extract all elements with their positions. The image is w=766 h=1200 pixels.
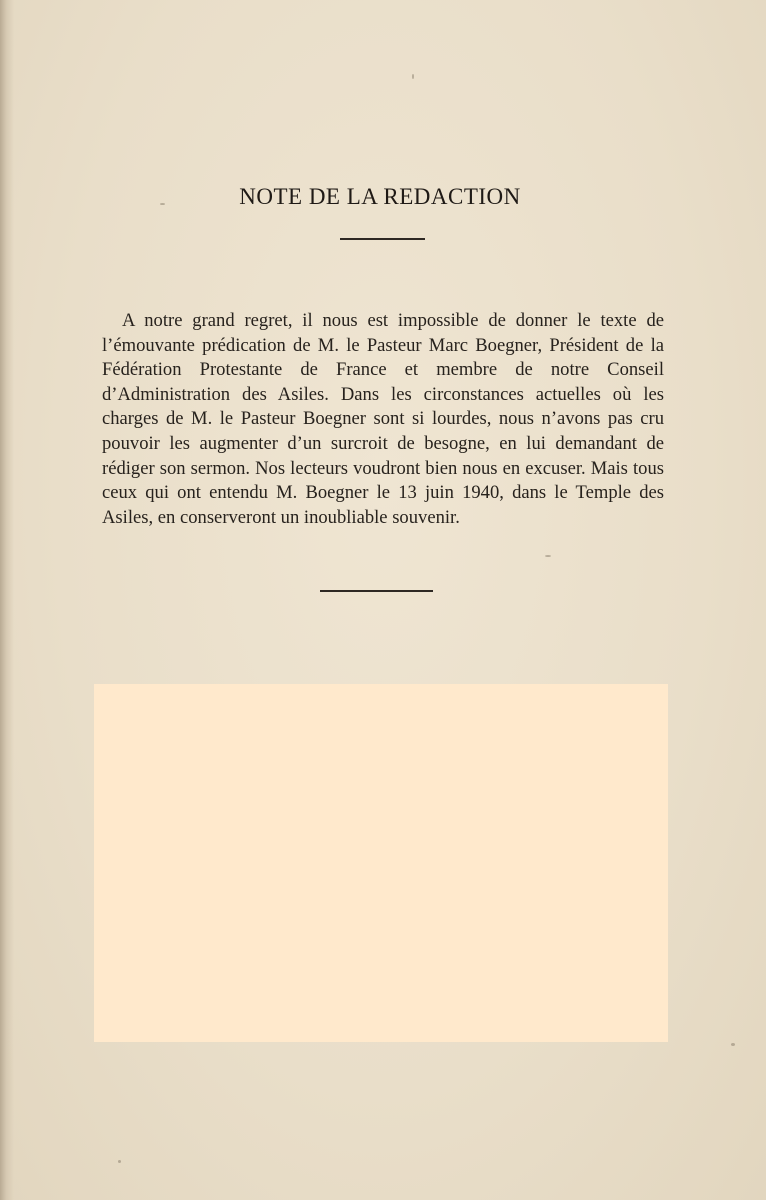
title-divider xyxy=(340,238,425,240)
paper-speck xyxy=(118,1160,121,1163)
page-edge-shadow xyxy=(0,0,14,1200)
page-title: NOTE DE LA REDACTION xyxy=(239,184,521,209)
paper-speck xyxy=(160,203,165,205)
paper-speck xyxy=(545,555,551,557)
paper-speck xyxy=(731,1043,735,1046)
blank-panel xyxy=(94,684,668,1042)
body-paragraph: A notre grand regret, il nous est impossible de donner le texte de l’émouvante prédication de M. le Pasteur Marc Boegner, Président de la Fédération Protestante de France et membre de notre Conseil d’Administration des Asiles. Dans les circonstances actuelles où les charges de M. le Pasteur Boegner sont si lourdes, nous n’avons pas cru pouvoir les augmenter d’un surcroit de besogne, en lui demandant de rédiger son sermon. Nos lecteurs voudront bien nous en excuser. Mais tous ceux qui ont entendu M. Boegner le 13 juin 1940, dans le Temple des Asiles, en conserveront un inoubliable souvenir. xyxy=(102,310,664,528)
closing-divider xyxy=(320,590,433,592)
paper-speck xyxy=(412,74,414,79)
